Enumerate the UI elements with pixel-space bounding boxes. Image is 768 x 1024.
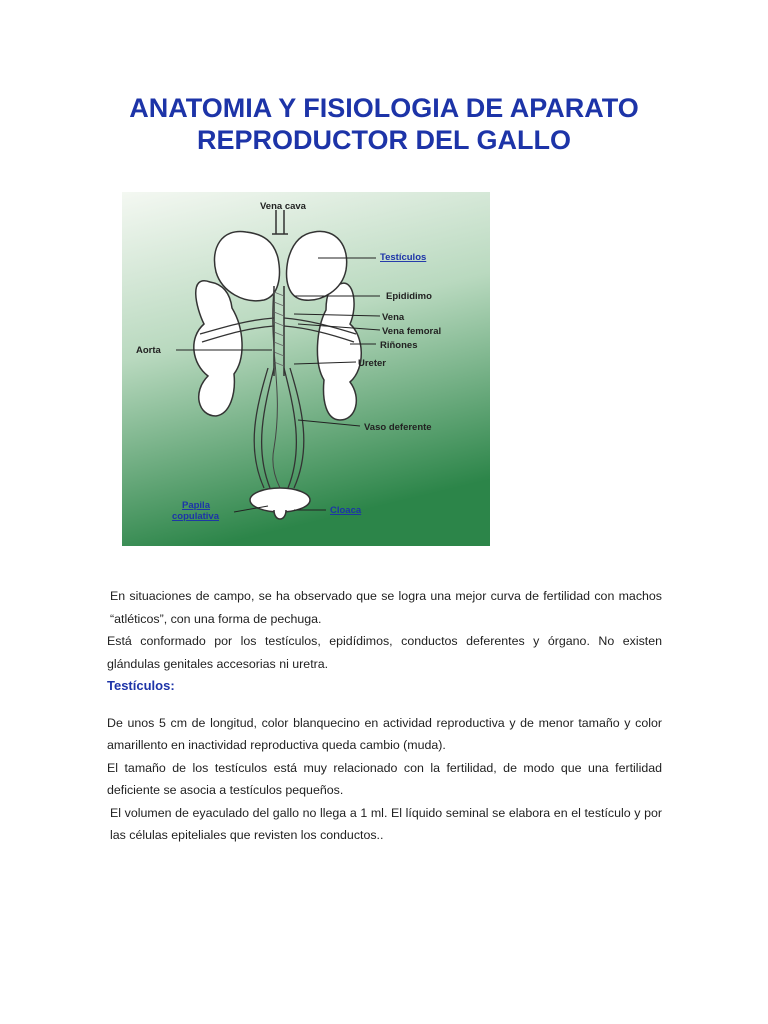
body-text — [107, 585, 662, 847]
label-vaso-deferente: Vaso deferente — [364, 422, 432, 433]
page-title — [60, 92, 708, 156]
label-vena-cava: Vena cava — [260, 201, 306, 212]
label-ureter: Ureter — [358, 358, 386, 369]
papilla-shape — [274, 510, 286, 519]
label-vena-femoral: Vena femoral — [382, 326, 442, 337]
paragraph-4: El tamaño de los testículos está muy relacionado con la fertilidad, de modo que una fertilidad deficiente se asocia a testículos pequeños. — [107, 760, 662, 797]
section-heading-testiculos: Testículos: — [107, 678, 175, 693]
label-testiculos: Testículos — [380, 252, 427, 263]
title-line-1: ANATOMIA Y FISIOLOGIA DE APARATO — [129, 93, 639, 123]
title-line-2: REPRODUCTOR DEL GALLO — [196, 125, 572, 155]
label-vena: Vena — [382, 312, 405, 323]
label-epididimo: Epididimo — [386, 291, 432, 302]
label-papila-line-2: copulativa — [172, 511, 219, 522]
anatomy-diagram — [118, 188, 502, 552]
anatomy-diagram-svg — [118, 188, 502, 552]
paragraph-2: Está conformado por los testículos, epidídimos, conductos deferentes y órgano. No existen glándulas genitales accesorias ni uretra. — [107, 634, 662, 671]
label-papila-line-1: Papila — [182, 500, 210, 511]
cloaca-shape — [250, 488, 310, 512]
paragraph-1: En situaciones de campo, se ha observado que se logra una mejor curva de fertilidad con machos “atléticos”, con una forma de pechuga. — [110, 589, 662, 626]
label-aorta: Aorta — [136, 345, 161, 356]
label-rinones: Riñones — [380, 340, 418, 351]
paragraph-5: El volumen de eyaculado del gallo no llega a 1 ml. El líquido seminal se elabora en el testículo y por las células epiteliales que revisten los conductos.. — [110, 805, 662, 842]
paragraph-3: De unos 5 cm de longitud, color blanquecino en actividad reproductiva y de menor tamaño y color amarillento en inactividad reproductiva queda cambio (muda). — [107, 715, 662, 752]
label-cloaca: Cloaca — [330, 505, 362, 516]
